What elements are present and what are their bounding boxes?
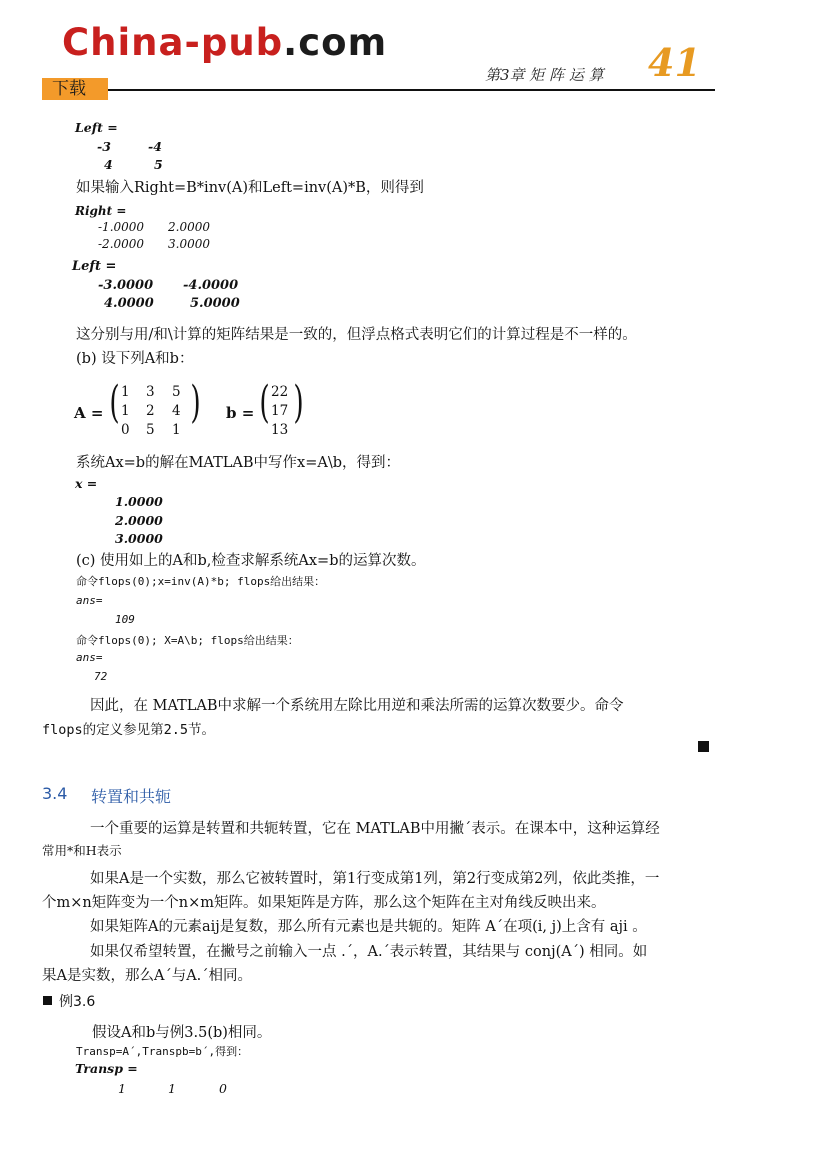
left-cell: -4.0000 (183, 278, 239, 293)
x-value: 1.0000 (115, 494, 163, 509)
left-cell: 5.0000 (190, 296, 240, 311)
matrix-cell: 2 (146, 403, 155, 419)
example-bullet-icon (43, 996, 52, 1005)
vector-cell: 22 (271, 384, 289, 400)
page-number: 41 (648, 40, 701, 85)
left-cell: 5 (154, 157, 163, 172)
paragraph: 如果矩阵A的元素aij是复数，那么所有元素也是共轭的。矩阵 A´在项(i, j)上含有 aji 。 (90, 919, 647, 935)
command-line: 命令flops(0); X=A\b; flops给出结果： (76, 634, 299, 647)
left-paren: ( (259, 377, 270, 428)
chapter-title: 第3章 矩 阵 运 算 (485, 66, 604, 84)
command-line: 命令flops(0);x=inv(A)*b; flops给出结果： (76, 575, 326, 588)
ans-value: 72 (94, 670, 108, 683)
transp-label: Transp = (75, 1061, 138, 1076)
matrix-cell: 1 (172, 422, 181, 438)
matrix-cell: 5 (146, 422, 155, 438)
ans-label: ans= (76, 651, 103, 664)
left-label: Left = (72, 259, 117, 274)
paragraph: 因此，在 MATLAB中求解一个系统用左除比用逆和乘法所需的运算次数要少。命令 (90, 698, 624, 714)
transp-cell: 1 (168, 1081, 176, 1096)
paragraph: 果A是实数，那么A´与A.´相同。 (42, 968, 253, 984)
right-cell: -1.0000 (98, 220, 145, 234)
right-cell: -2.0000 (98, 237, 145, 251)
section-title: 转置和共轭 (91, 787, 172, 806)
section-number: 3.4 (42, 784, 68, 803)
download-tag: 下载 (42, 78, 108, 100)
right-label: Right = (75, 204, 127, 218)
matrix-cell: 5 (172, 384, 181, 400)
matrix-cell: 0 (121, 422, 130, 438)
paragraph: 常用*和H表示 (42, 843, 122, 858)
x-value: 3.0000 (115, 531, 163, 546)
left-cell: 4.0000 (104, 296, 154, 311)
header-rule (108, 89, 715, 91)
ans-value: 109 (115, 613, 135, 626)
paragraph: 假设A和b与例3.5(b)相同。 (92, 1025, 272, 1041)
matrix-cell: 3 (146, 384, 155, 400)
china-pub-logo: China-pub.com (62, 21, 388, 64)
vector-cell: 13 (271, 422, 289, 438)
ans-label: ans= (76, 594, 103, 607)
paragraph: 如果仅希望转置，在撇号之前输入一点 .´，A.´表示转置，其结果与 conj(A´) 相同。如 (90, 944, 648, 960)
paragraph: 个m×n矩阵变为一个n×m矩阵。如果矩阵是方阵，那么这个矩阵在主对角线反映出来。 (42, 895, 606, 911)
paragraph: 系统Ax=b的解在MATLAB中写作x=A\b，得到： (76, 455, 400, 471)
example-title: 例3.6 (59, 994, 96, 1010)
right-paren: ) (190, 377, 201, 428)
x-label: x = (75, 476, 98, 491)
left-cell: -3.0000 (98, 278, 154, 293)
matrix-cell: 1 (121, 384, 130, 400)
paragraph: 一个重要的运算是转置和共轭转置，它在 MATLAB中用撇´表示。在课本中，这种运算经 (90, 821, 660, 837)
right-cell: 2.0000 (168, 220, 210, 234)
vector-b-label: b = (226, 404, 255, 422)
end-of-example-icon (698, 741, 709, 752)
paragraph: 如果A是一个实数，那么它被转置时，第1行变成第1列，第2行变成第2列，依此类推，一 (90, 871, 660, 887)
matrix-cell: 4 (172, 403, 181, 419)
x-value: 2.0000 (115, 513, 163, 528)
paragraph: 如果输入Right=B*inv(A)和Left=inv(A)*B，则得到 (76, 180, 424, 196)
paragraph: flops的定义参见第2.5节。 (42, 722, 216, 738)
right-paren: ) (293, 377, 304, 428)
transp-cell: 1 (118, 1081, 126, 1096)
left-paren: ( (109, 377, 120, 428)
left-label: Left = (75, 120, 118, 135)
matrix-a-label: A = (74, 404, 104, 422)
right-cell: 3.0000 (168, 237, 210, 251)
left-cell: 4 (104, 157, 113, 172)
matrix-cell: 1 (121, 403, 130, 419)
transp-cell: 0 (219, 1081, 227, 1096)
left-cell: -4 (148, 139, 162, 154)
vector-cell: 17 (271, 403, 289, 419)
left-cell: -3 (97, 139, 111, 154)
paragraph: (c) 使用如上的A和b,检查求解系统Ax=b的运算次数。 (76, 553, 426, 569)
command-line: Transp=A´,Transpb=b´,得到： (76, 1045, 249, 1058)
paragraph: 这分别与用/和\计算的矩阵结果是一致的，但浮点格式表明它们的计算过程是不一样的。 (76, 327, 637, 343)
paragraph: (b) 设下列A和b： (76, 351, 194, 367)
